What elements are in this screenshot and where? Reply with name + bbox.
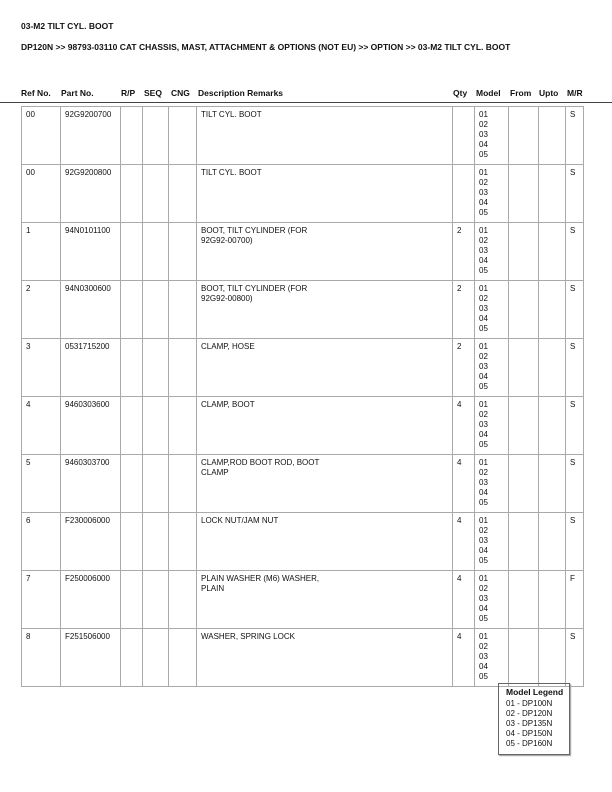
legend-item: 05 - DP160N <box>506 739 553 748</box>
model-code: 01 <box>479 284 488 293</box>
qty-cell: 2 <box>453 339 475 397</box>
qty-cell: 4 <box>453 571 475 629</box>
mr-cell: S <box>566 223 584 281</box>
rp-cell <box>121 397 143 455</box>
col-qty: Qty <box>453 88 468 98</box>
seq-cell <box>143 629 169 687</box>
model-code: 01 <box>479 168 488 177</box>
from-cell <box>509 513 539 571</box>
mr-cell: F <box>566 571 584 629</box>
rp-cell <box>121 571 143 629</box>
description-cell: TILT CYL. BOOT <box>197 107 453 165</box>
part-no-cell: 92G9200800 <box>61 165 121 223</box>
legend-item: 02 - DP120N <box>506 709 553 718</box>
model-code: 04 <box>479 662 488 671</box>
qty-cell <box>453 165 475 223</box>
model-code: 03 <box>479 246 488 255</box>
qty-cell: 4 <box>453 455 475 513</box>
seq-cell <box>143 281 169 339</box>
model-code: 02 <box>479 294 488 303</box>
model-cell <box>475 107 509 165</box>
model-code: 04 <box>479 430 488 439</box>
model-code: 01 <box>479 574 488 583</box>
mr-cell: S <box>566 165 584 223</box>
model-code: 02 <box>479 178 488 187</box>
table-row <box>22 107 584 165</box>
from-cell <box>509 339 539 397</box>
model-code: 05 <box>479 556 488 565</box>
part-no-cell: F230006000 <box>61 513 121 571</box>
from-cell <box>509 397 539 455</box>
model-code: 01 <box>479 632 488 641</box>
mr-cell: S <box>566 281 584 339</box>
model-code: 05 <box>479 614 488 623</box>
ref-cell: 00 <box>22 107 61 165</box>
col-seq: SEQ <box>144 88 162 98</box>
cng-cell <box>169 513 197 571</box>
seq-cell <box>143 107 169 165</box>
rp-cell <box>121 455 143 513</box>
mr-cell: S <box>566 629 584 687</box>
model-code: 03 <box>479 304 488 313</box>
col-upto: Upto <box>539 88 559 98</box>
from-cell <box>509 107 539 165</box>
model-legend <box>498 683 570 755</box>
legend-item: 01 - DP100N <box>506 699 553 708</box>
model-cell <box>475 281 509 339</box>
model-code: 03 <box>479 188 488 197</box>
upto-cell <box>539 281 566 339</box>
model-code: 05 <box>479 150 488 159</box>
ref-cell: 1 <box>22 223 61 281</box>
description-cell: CLAMP, HOSE <box>197 339 453 397</box>
upto-cell <box>539 107 566 165</box>
model-code: 05 <box>479 382 488 391</box>
part-no-cell: 0531715200 <box>61 339 121 397</box>
rp-cell <box>121 223 143 281</box>
model-code: 05 <box>479 440 488 449</box>
model-cell <box>475 339 509 397</box>
model-code: 05 <box>479 498 488 507</box>
qty-cell: 4 <box>453 397 475 455</box>
seq-cell <box>143 165 169 223</box>
model-code: 04 <box>479 314 488 323</box>
model-code: 04 <box>479 140 488 149</box>
col-part: Part No. <box>61 88 94 98</box>
model-code: 03 <box>479 594 488 603</box>
col-desc: Description Remarks <box>198 88 284 98</box>
rp-cell <box>121 165 143 223</box>
ref-cell: 2 <box>22 281 61 339</box>
model-code: 01 <box>479 458 488 467</box>
model-code: 02 <box>479 352 488 361</box>
seq-cell <box>143 339 169 397</box>
model-code: 01 <box>479 110 488 119</box>
upto-cell <box>539 223 566 281</box>
mr-cell: S <box>566 513 584 571</box>
seq-cell <box>143 455 169 513</box>
model-code: 03 <box>479 362 488 371</box>
table-row <box>22 397 584 455</box>
seq-cell <box>143 513 169 571</box>
part-no-cell: 92G9200700 <box>61 107 121 165</box>
rp-cell <box>121 629 143 687</box>
table-row <box>22 571 584 629</box>
ref-cell: 4 <box>22 397 61 455</box>
cng-cell <box>169 339 197 397</box>
table-row <box>22 339 584 397</box>
from-cell <box>509 281 539 339</box>
model-code: 04 <box>479 488 488 497</box>
breadcrumb: DP120N >> 98793-03110 CAT CHASSIS, MAST, ATTACHMENT & OPTIONS (NOT EU) >> OPTION >> 03-M2 TILT CYL. BOOT <box>21 42 511 52</box>
model-cell <box>475 513 509 571</box>
mr-cell: S <box>566 107 584 165</box>
model-code: 02 <box>479 468 488 477</box>
mr-cell: S <box>566 397 584 455</box>
model-code: 02 <box>479 410 488 419</box>
model-code: 03 <box>479 478 488 487</box>
model-code: 04 <box>479 546 488 555</box>
cng-cell <box>169 107 197 165</box>
description-cell: CLAMP,ROD BOOT ROD, BOOT CLAMP <box>197 455 453 513</box>
table-row <box>22 629 584 687</box>
mr-cell: S <box>566 339 584 397</box>
ref-cell: 8 <box>22 629 61 687</box>
col-ref: Ref No. <box>21 88 51 98</box>
cng-cell <box>169 455 197 513</box>
model-code: 04 <box>479 372 488 381</box>
model-code: 02 <box>479 642 488 651</box>
model-code: 04 <box>479 604 488 613</box>
description-cell: CLAMP, BOOT <box>197 397 453 455</box>
ref-cell: 3 <box>22 339 61 397</box>
table-row <box>22 513 584 571</box>
model-code: 01 <box>479 400 488 409</box>
description-cell: LOCK NUT/JAM NUT <box>197 513 453 571</box>
rp-cell <box>121 513 143 571</box>
legend-item: 04 - DP150N <box>506 729 553 738</box>
qty-cell <box>453 107 475 165</box>
seq-cell <box>143 223 169 281</box>
parts-table <box>21 106 584 687</box>
col-from: From <box>510 88 532 98</box>
mr-cell: S <box>566 455 584 513</box>
description-cell: BOOT, TILT CYLINDER (FOR 92G92-00800) <box>197 281 453 339</box>
model-code: 02 <box>479 584 488 593</box>
rp-cell <box>121 281 143 339</box>
part-no-cell: 9460303600 <box>61 397 121 455</box>
description-cell: WASHER, SPRING LOCK <box>197 629 453 687</box>
model-code: 03 <box>479 652 488 661</box>
model-code: 05 <box>479 324 488 333</box>
cng-cell <box>169 223 197 281</box>
legend-item: 03 - DP135N <box>506 719 553 728</box>
ref-cell: 7 <box>22 571 61 629</box>
part-no-cell: 94N0300600 <box>61 281 121 339</box>
table-header <box>0 86 612 103</box>
model-cell <box>475 165 509 223</box>
qty-cell: 2 <box>453 223 475 281</box>
cng-cell <box>169 281 197 339</box>
cng-cell <box>169 571 197 629</box>
ref-cell: 00 <box>22 165 61 223</box>
upto-cell <box>539 571 566 629</box>
col-cng: CNG <box>171 88 190 98</box>
model-code: 04 <box>479 198 488 207</box>
col-mr: M/R <box>567 88 583 98</box>
model-cell <box>475 397 509 455</box>
model-code: 02 <box>479 236 488 245</box>
col-model: Model <box>476 88 501 98</box>
model-code: 05 <box>479 208 488 217</box>
rp-cell <box>121 339 143 397</box>
description-cell: PLAIN WASHER (M6) WASHER, PLAIN <box>197 571 453 629</box>
table-row <box>22 223 584 281</box>
legend-title: Model Legend <box>506 687 564 697</box>
from-cell <box>509 455 539 513</box>
part-no-cell: F251506000 <box>61 629 121 687</box>
model-code: 01 <box>479 226 488 235</box>
upto-cell <box>539 339 566 397</box>
page-title: 03-M2 TILT CYL. BOOT <box>21 21 114 31</box>
table-row <box>22 281 584 339</box>
rp-cell <box>121 107 143 165</box>
model-cell <box>475 223 509 281</box>
cng-cell <box>169 397 197 455</box>
ref-cell: 6 <box>22 513 61 571</box>
model-code: 01 <box>479 342 488 351</box>
from-cell <box>509 223 539 281</box>
upto-cell <box>539 455 566 513</box>
from-cell <box>509 629 539 687</box>
upto-cell <box>539 397 566 455</box>
model-cell <box>475 571 509 629</box>
qty-cell: 4 <box>453 513 475 571</box>
model-code: 03 <box>479 130 488 139</box>
cng-cell <box>169 165 197 223</box>
model-cell <box>475 455 509 513</box>
qty-cell: 4 <box>453 629 475 687</box>
col-rp: R/P <box>121 88 136 98</box>
upto-cell <box>539 165 566 223</box>
model-code: 04 <box>479 256 488 265</box>
from-cell <box>509 165 539 223</box>
model-code: 03 <box>479 420 488 429</box>
upto-cell <box>539 513 566 571</box>
table-row <box>22 165 584 223</box>
model-code: 03 <box>479 536 488 545</box>
qty-cell: 2 <box>453 281 475 339</box>
seq-cell <box>143 397 169 455</box>
from-cell <box>509 571 539 629</box>
description-cell: TILT CYL. BOOT <box>197 165 453 223</box>
cng-cell <box>169 629 197 687</box>
seq-cell <box>143 571 169 629</box>
part-no-cell: 9460303700 <box>61 455 121 513</box>
ref-cell: 5 <box>22 455 61 513</box>
description-cell: BOOT, TILT CYLINDER (FOR 92G92-00700) <box>197 223 453 281</box>
table-row <box>22 455 584 513</box>
model-code: 05 <box>479 266 488 275</box>
part-no-cell: 94N0101100 <box>61 223 121 281</box>
model-cell <box>475 629 509 687</box>
model-code: 02 <box>479 526 488 535</box>
part-no-cell: F250006000 <box>61 571 121 629</box>
model-code: 05 <box>479 672 488 681</box>
upto-cell <box>539 629 566 687</box>
model-code: 02 <box>479 120 488 129</box>
model-code: 01 <box>479 516 488 525</box>
